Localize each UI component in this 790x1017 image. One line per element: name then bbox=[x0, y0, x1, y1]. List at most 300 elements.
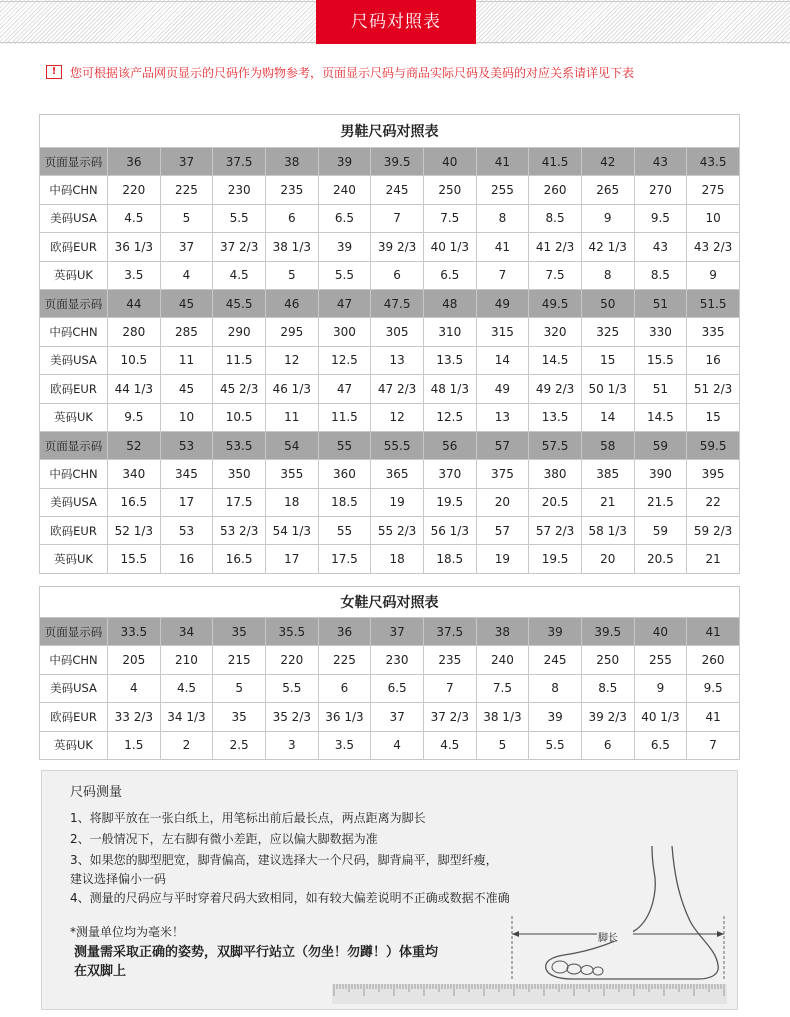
row-label: 中码CHN bbox=[40, 318, 108, 346]
size-cell: 2.5 bbox=[213, 731, 266, 759]
size-cell: 36 1/3 bbox=[108, 233, 161, 261]
size-cell: 6 bbox=[318, 674, 371, 702]
row-label: 美码USA bbox=[40, 204, 108, 232]
size-cell: 21 bbox=[687, 545, 740, 573]
size-cell: 44 1/3 bbox=[108, 375, 161, 403]
size-cell: 13 bbox=[371, 346, 424, 374]
size-cell: 2 bbox=[160, 731, 213, 759]
size-cell: 10.5 bbox=[213, 403, 266, 431]
men-uk-size-row bbox=[40, 403, 740, 431]
size-cell: 330 bbox=[634, 318, 687, 346]
women-chn-size-row bbox=[40, 646, 740, 674]
size-cell: 6 bbox=[581, 731, 634, 759]
size-cell: 235 bbox=[265, 176, 318, 204]
size-cell: 55 bbox=[318, 431, 371, 459]
size-cell: 17.5 bbox=[318, 545, 371, 573]
row-label: 中码CHN bbox=[40, 646, 108, 674]
size-cell: 14 bbox=[581, 403, 634, 431]
row-label: 中码CHN bbox=[40, 176, 108, 204]
size-cell: 8 bbox=[529, 674, 582, 702]
women-size-table bbox=[39, 586, 740, 760]
size-cell: 49 bbox=[476, 289, 529, 317]
size-cell: 6.5 bbox=[423, 261, 476, 289]
size-cell: 210 bbox=[160, 646, 213, 674]
size-cell: 53 bbox=[160, 431, 213, 459]
women-uk-size-row bbox=[40, 731, 740, 759]
size-cell: 12.5 bbox=[318, 346, 371, 374]
size-cell: 37 2/3 bbox=[213, 233, 266, 261]
row-label: 欧码EUR bbox=[40, 703, 108, 731]
size-cell: 20 bbox=[476, 488, 529, 516]
size-cell: 41 bbox=[687, 618, 740, 646]
size-cell: 39 bbox=[318, 233, 371, 261]
size-cell: 53 bbox=[160, 517, 213, 545]
size-cell: 260 bbox=[529, 176, 582, 204]
size-cell: 9 bbox=[581, 204, 634, 232]
size-cell: 19.5 bbox=[529, 545, 582, 573]
size-cell: 35 2/3 bbox=[265, 703, 318, 731]
size-cell: 385 bbox=[581, 460, 634, 488]
size-cell: 290 bbox=[213, 318, 266, 346]
size-notice bbox=[46, 62, 634, 82]
size-cell: 10 bbox=[687, 204, 740, 232]
men-eur-size-row bbox=[40, 517, 740, 545]
men-table-title: 男鞋尺码对照表 bbox=[40, 115, 740, 148]
size-cell: 235 bbox=[423, 646, 476, 674]
size-cell: 240 bbox=[476, 646, 529, 674]
row-label: 页面显示码 bbox=[40, 618, 108, 646]
size-cell: 41 bbox=[687, 703, 740, 731]
men-page-size-row bbox=[40, 148, 740, 176]
size-cell: 9.5 bbox=[634, 204, 687, 232]
posture-note-line-1: 测量需采取正确的姿势，双脚平行站立（勿坐！勿蹲！）体重均 bbox=[74, 945, 439, 960]
size-cell: 42 bbox=[581, 148, 634, 176]
size-cell: 20.5 bbox=[529, 488, 582, 516]
size-cell: 4 bbox=[160, 261, 213, 289]
size-cell: 51 bbox=[634, 375, 687, 403]
size-cell: 1.5 bbox=[108, 731, 161, 759]
size-cell: 37 bbox=[371, 703, 424, 731]
size-cell: 54 1/3 bbox=[265, 517, 318, 545]
size-cell: 37 2/3 bbox=[423, 703, 476, 731]
size-cell: 12 bbox=[265, 346, 318, 374]
posture-note-line-2: 在双脚上 bbox=[74, 964, 127, 979]
size-cell: 50 bbox=[581, 289, 634, 317]
men-uk-size-row bbox=[40, 545, 740, 573]
size-cell: 8 bbox=[476, 204, 529, 232]
size-cell: 40 bbox=[634, 618, 687, 646]
size-cell: 250 bbox=[423, 176, 476, 204]
size-cell: 6.5 bbox=[318, 204, 371, 232]
row-label: 页面显示码 bbox=[40, 431, 108, 459]
size-cell: 6 bbox=[265, 204, 318, 232]
size-cell: 250 bbox=[581, 646, 634, 674]
size-cell: 41 bbox=[476, 233, 529, 261]
size-cell: 305 bbox=[371, 318, 424, 346]
size-cell: 10 bbox=[160, 403, 213, 431]
size-cell: 47.5 bbox=[371, 289, 424, 317]
women-title-row bbox=[40, 587, 740, 618]
warning-icon: ! bbox=[46, 65, 62, 79]
size-cell: 280 bbox=[108, 318, 161, 346]
size-cell: 310 bbox=[423, 318, 476, 346]
foot-length-label: 脚长 bbox=[598, 933, 618, 944]
size-cell: 21 bbox=[581, 488, 634, 516]
size-cell: 54 bbox=[265, 431, 318, 459]
size-cell: 45.5 bbox=[213, 289, 266, 317]
size-cell: 55 2/3 bbox=[371, 517, 424, 545]
size-cell: 40 1/3 bbox=[423, 233, 476, 261]
size-cell: 4.5 bbox=[160, 674, 213, 702]
size-cell: 34 bbox=[160, 618, 213, 646]
size-cell: 35 bbox=[213, 703, 266, 731]
row-label: 美码USA bbox=[40, 488, 108, 516]
men-usa-size-row bbox=[40, 346, 740, 374]
size-cell: 37.5 bbox=[423, 618, 476, 646]
size-cell: 12.5 bbox=[423, 403, 476, 431]
size-cell: 37 bbox=[160, 148, 213, 176]
size-cell: 57 bbox=[476, 431, 529, 459]
size-cell: 43 bbox=[634, 148, 687, 176]
size-cell: 21.5 bbox=[634, 488, 687, 516]
size-cell: 35.5 bbox=[265, 618, 318, 646]
size-cell: 225 bbox=[318, 646, 371, 674]
page-banner bbox=[0, 0, 790, 44]
size-cell: 37 bbox=[160, 233, 213, 261]
size-cell: 8.5 bbox=[634, 261, 687, 289]
size-cell: 12 bbox=[371, 403, 424, 431]
size-cell: 42 1/3 bbox=[581, 233, 634, 261]
size-cell: 43 bbox=[634, 233, 687, 261]
size-cell: 15 bbox=[687, 403, 740, 431]
size-cell: 300 bbox=[318, 318, 371, 346]
size-cell: 15.5 bbox=[634, 346, 687, 374]
size-cell: 340 bbox=[108, 460, 161, 488]
unit-note: *测量单位均为毫米！ bbox=[70, 925, 185, 939]
size-cell: 9 bbox=[687, 261, 740, 289]
men-title-row bbox=[40, 115, 740, 148]
size-cell: 41 2/3 bbox=[529, 233, 582, 261]
size-cell: 8 bbox=[581, 261, 634, 289]
size-cell: 38 bbox=[265, 148, 318, 176]
size-cell: 220 bbox=[108, 176, 161, 204]
size-cell: 11 bbox=[160, 346, 213, 374]
size-cell: 3.5 bbox=[318, 731, 371, 759]
row-label: 英码UK bbox=[40, 403, 108, 431]
size-cell: 20.5 bbox=[634, 545, 687, 573]
size-cell: 14.5 bbox=[529, 346, 582, 374]
row-label: 英码UK bbox=[40, 545, 108, 573]
size-cell: 11.5 bbox=[318, 403, 371, 431]
size-cell: 5.5 bbox=[213, 204, 266, 232]
row-label: 欧码EUR bbox=[40, 375, 108, 403]
size-cell: 4.5 bbox=[213, 261, 266, 289]
size-cell: 320 bbox=[529, 318, 582, 346]
foot-diagram-icon bbox=[502, 841, 732, 986]
size-cell: 36 bbox=[108, 148, 161, 176]
size-cell: 34 1/3 bbox=[160, 703, 213, 731]
size-cell: 19.5 bbox=[423, 488, 476, 516]
size-cell: 38 bbox=[476, 618, 529, 646]
size-cell: 39 bbox=[318, 148, 371, 176]
size-cell: 40 bbox=[423, 148, 476, 176]
size-cell: 395 bbox=[687, 460, 740, 488]
size-cell: 205 bbox=[108, 646, 161, 674]
size-cell: 230 bbox=[213, 176, 266, 204]
size-cell: 7 bbox=[371, 204, 424, 232]
size-cell: 49 bbox=[476, 375, 529, 403]
size-cell: 41 bbox=[476, 148, 529, 176]
size-cell: 8.5 bbox=[529, 204, 582, 232]
size-cell: 6 bbox=[371, 261, 424, 289]
size-cell: 13.5 bbox=[423, 346, 476, 374]
size-cell: 245 bbox=[529, 646, 582, 674]
size-cell: 57 bbox=[476, 517, 529, 545]
size-cell: 255 bbox=[634, 646, 687, 674]
row-label: 页面显示码 bbox=[40, 289, 108, 317]
size-cell: 295 bbox=[265, 318, 318, 346]
size-cell: 55 bbox=[318, 517, 371, 545]
size-cell: 48 bbox=[423, 289, 476, 317]
size-cell: 220 bbox=[265, 646, 318, 674]
size-cell: 39 2/3 bbox=[581, 703, 634, 731]
size-cell: 59.5 bbox=[687, 431, 740, 459]
size-cell: 345 bbox=[160, 460, 213, 488]
size-cell: 245 bbox=[371, 176, 424, 204]
size-cell: 6.5 bbox=[371, 674, 424, 702]
size-cell: 13.5 bbox=[529, 403, 582, 431]
size-cell: 270 bbox=[634, 176, 687, 204]
notice-text: 您可根据该产品网页显示的尺码作为购物参考，页面显示尺码与商品实际尺码及美码的对应关系请详见下表 bbox=[70, 65, 635, 80]
size-cell: 43 2/3 bbox=[687, 233, 740, 261]
size-cell: 35 bbox=[213, 618, 266, 646]
size-cell: 7.5 bbox=[423, 204, 476, 232]
men-usa-size-row bbox=[40, 204, 740, 232]
size-cell: 11.5 bbox=[213, 346, 266, 374]
row-label: 美码USA bbox=[40, 346, 108, 374]
size-cell: 36 bbox=[318, 618, 371, 646]
size-cell: 335 bbox=[687, 318, 740, 346]
size-cell: 47 bbox=[318, 289, 371, 317]
size-cell: 10.5 bbox=[108, 346, 161, 374]
size-cell: 5 bbox=[476, 731, 529, 759]
size-cell: 7 bbox=[476, 261, 529, 289]
size-cell: 7 bbox=[423, 674, 476, 702]
men-page-size-row bbox=[40, 289, 740, 317]
size-cell: 14 bbox=[476, 346, 529, 374]
size-cell: 4 bbox=[108, 674, 161, 702]
size-cell: 59 bbox=[634, 517, 687, 545]
size-cell: 225 bbox=[160, 176, 213, 204]
row-label: 美码USA bbox=[40, 674, 108, 702]
size-cell: 285 bbox=[160, 318, 213, 346]
size-cell: 8.5 bbox=[581, 674, 634, 702]
size-cell: 56 bbox=[423, 431, 476, 459]
size-cell: 16.5 bbox=[108, 488, 161, 516]
size-cell: 365 bbox=[371, 460, 424, 488]
size-cell: 59 2/3 bbox=[687, 517, 740, 545]
size-cell: 14.5 bbox=[634, 403, 687, 431]
size-cell: 39 bbox=[529, 703, 582, 731]
size-cell: 57 2/3 bbox=[529, 517, 582, 545]
size-cell: 18 bbox=[265, 488, 318, 516]
size-cell: 7.5 bbox=[476, 674, 529, 702]
row-label: 欧码EUR bbox=[40, 233, 108, 261]
size-cell: 46 1/3 bbox=[265, 375, 318, 403]
size-cell: 19 bbox=[476, 545, 529, 573]
size-cell: 33 2/3 bbox=[108, 703, 161, 731]
size-cell: 240 bbox=[318, 176, 371, 204]
size-cell: 55.5 bbox=[371, 431, 424, 459]
size-cell: 52 1/3 bbox=[108, 517, 161, 545]
size-cell: 355 bbox=[265, 460, 318, 488]
size-cell: 47 bbox=[318, 375, 371, 403]
size-cell: 48 1/3 bbox=[423, 375, 476, 403]
size-cell: 18 bbox=[371, 545, 424, 573]
row-label: 英码UK bbox=[40, 261, 108, 289]
size-cell: 15 bbox=[581, 346, 634, 374]
size-cell: 4.5 bbox=[108, 204, 161, 232]
size-cell: 50 1/3 bbox=[581, 375, 634, 403]
row-label: 页面显示码 bbox=[40, 148, 108, 176]
size-cell: 370 bbox=[423, 460, 476, 488]
size-cell: 44 bbox=[108, 289, 161, 317]
size-cell: 7 bbox=[687, 731, 740, 759]
size-cell: 17 bbox=[160, 488, 213, 516]
size-cell: 15.5 bbox=[108, 545, 161, 573]
size-cell: 11 bbox=[265, 403, 318, 431]
size-cell: 22 bbox=[687, 488, 740, 516]
size-cell: 45 2/3 bbox=[213, 375, 266, 403]
size-cell: 53 2/3 bbox=[213, 517, 266, 545]
men-chn-size-row bbox=[40, 460, 740, 488]
size-cell: 3 bbox=[265, 731, 318, 759]
women-eur-size-row bbox=[40, 703, 740, 731]
size-cell: 39.5 bbox=[581, 618, 634, 646]
size-cell: 57.5 bbox=[529, 431, 582, 459]
size-cell: 380 bbox=[529, 460, 582, 488]
size-cell: 37.5 bbox=[213, 148, 266, 176]
size-cell: 260 bbox=[687, 646, 740, 674]
size-cell: 275 bbox=[687, 176, 740, 204]
measure-step-2: 2、一般情况下，左右脚有微小差距，应以偏大脚数据为准 bbox=[70, 832, 378, 846]
size-cell: 39 bbox=[529, 618, 582, 646]
men-size-table bbox=[39, 114, 740, 574]
measure-title: 尺码测量 bbox=[70, 785, 123, 800]
size-cell: 350 bbox=[213, 460, 266, 488]
size-cell: 43.5 bbox=[687, 148, 740, 176]
measurement-guide bbox=[41, 770, 738, 1010]
measure-step-4: 4、测量的尺码应与平时穿着尺码大致相同，如有较大偏差说明不正确或数据不准确 bbox=[70, 891, 510, 905]
size-cell: 51 bbox=[634, 289, 687, 317]
size-cell: 16 bbox=[160, 545, 213, 573]
size-cell: 6.5 bbox=[634, 731, 687, 759]
size-cell: 40 1/3 bbox=[634, 703, 687, 731]
size-cell: 39.5 bbox=[371, 148, 424, 176]
size-cell: 37 bbox=[371, 618, 424, 646]
women-usa-size-row bbox=[40, 674, 740, 702]
size-cell: 265 bbox=[581, 176, 634, 204]
size-cell: 5 bbox=[265, 261, 318, 289]
size-cell: 18.5 bbox=[423, 545, 476, 573]
size-cell: 36 1/3 bbox=[318, 703, 371, 731]
size-cell: 7.5 bbox=[529, 261, 582, 289]
size-cell: 53.5 bbox=[213, 431, 266, 459]
size-cell: 5.5 bbox=[529, 731, 582, 759]
size-cell: 56 1/3 bbox=[423, 517, 476, 545]
measure-step-3-cont: 建议选择偏小一码 bbox=[70, 872, 167, 886]
size-cell: 5.5 bbox=[265, 674, 318, 702]
size-cell: 59 bbox=[634, 431, 687, 459]
size-cell: 58 1/3 bbox=[581, 517, 634, 545]
measure-step-3: 3、如果您的脚型肥宽，脚背偏高，建议选择大一个尺码，脚背扁平，脚型纤瘦， bbox=[70, 853, 498, 867]
men-usa-size-row bbox=[40, 488, 740, 516]
size-cell: 18.5 bbox=[318, 488, 371, 516]
size-cell: 20 bbox=[581, 545, 634, 573]
size-cell: 16 bbox=[687, 346, 740, 374]
size-cell: 46 bbox=[265, 289, 318, 317]
banner-title: 尺码对照表 bbox=[316, 0, 476, 44]
size-cell: 45 bbox=[160, 375, 213, 403]
size-cell: 315 bbox=[476, 318, 529, 346]
size-cell: 4.5 bbox=[423, 731, 476, 759]
men-eur-size-row bbox=[40, 233, 740, 261]
size-cell: 5 bbox=[213, 674, 266, 702]
size-cell: 215 bbox=[213, 646, 266, 674]
size-cell: 49 2/3 bbox=[529, 375, 582, 403]
size-cell: 19 bbox=[371, 488, 424, 516]
women-page-size-row bbox=[40, 618, 740, 646]
size-cell: 5.5 bbox=[318, 261, 371, 289]
size-cell: 45 bbox=[160, 289, 213, 317]
size-cell: 9.5 bbox=[687, 674, 740, 702]
size-cell: 325 bbox=[581, 318, 634, 346]
size-cell: 38 1/3 bbox=[265, 233, 318, 261]
men-chn-size-row bbox=[40, 318, 740, 346]
size-cell: 58 bbox=[581, 431, 634, 459]
size-cell: 52 bbox=[108, 431, 161, 459]
size-cell: 13 bbox=[476, 403, 529, 431]
size-cell: 17.5 bbox=[213, 488, 266, 516]
row-label: 欧码EUR bbox=[40, 517, 108, 545]
size-cell: 17 bbox=[265, 545, 318, 573]
size-cell: 230 bbox=[371, 646, 424, 674]
size-cell: 51.5 bbox=[687, 289, 740, 317]
row-label: 英码UK bbox=[40, 731, 108, 759]
size-cell: 375 bbox=[476, 460, 529, 488]
size-cell: 3.5 bbox=[108, 261, 161, 289]
size-cell: 16.5 bbox=[213, 545, 266, 573]
size-cell: 255 bbox=[476, 176, 529, 204]
size-cell: 47 2/3 bbox=[371, 375, 424, 403]
ruler-icon bbox=[332, 984, 727, 1004]
men-page-size-row bbox=[40, 431, 740, 459]
men-uk-size-row bbox=[40, 261, 740, 289]
size-cell: 38 1/3 bbox=[476, 703, 529, 731]
men-chn-size-row bbox=[40, 176, 740, 204]
size-cell: 41.5 bbox=[529, 148, 582, 176]
size-cell: 51 2/3 bbox=[687, 375, 740, 403]
men-eur-size-row bbox=[40, 375, 740, 403]
size-cell: 33.5 bbox=[108, 618, 161, 646]
size-cell: 9 bbox=[634, 674, 687, 702]
measure-step-1: 1、将脚平放在一张白纸上，用笔标出前后最长点，两点距离为脚长 bbox=[70, 811, 426, 825]
size-cell: 390 bbox=[634, 460, 687, 488]
row-label: 中码CHN bbox=[40, 460, 108, 488]
size-cell: 9.5 bbox=[108, 403, 161, 431]
size-cell: 4 bbox=[371, 731, 424, 759]
size-cell: 5 bbox=[160, 204, 213, 232]
